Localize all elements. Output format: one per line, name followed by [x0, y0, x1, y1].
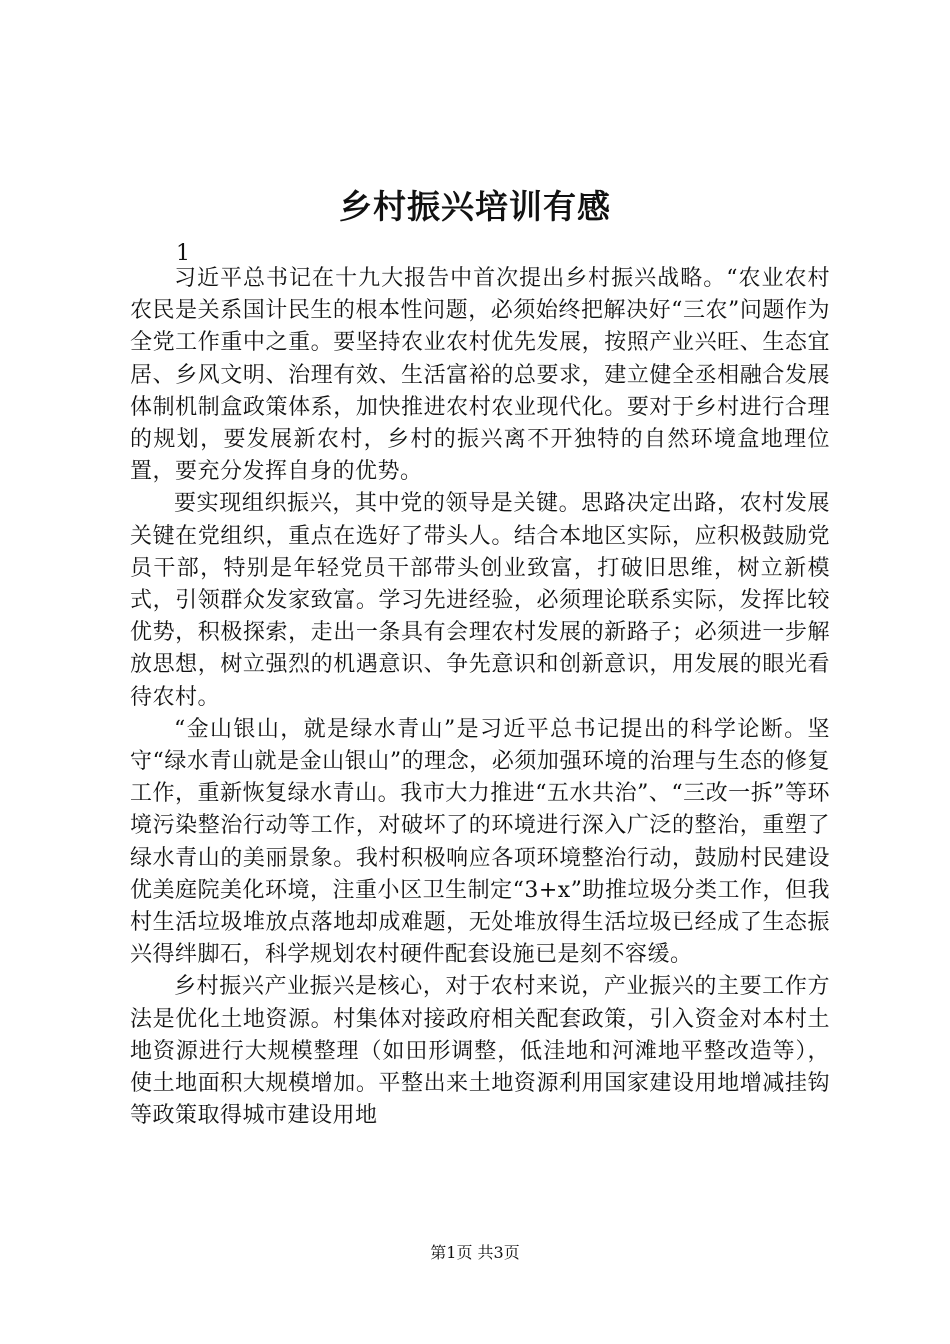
document-body [130, 263, 830, 1132]
page-footer: 第1页 共3页 [430, 1243, 520, 1262]
paragraph: 习近平总书记在十九大报告中首次提出乡村振兴战略。“农业农村农民是关系国计民生的根本性问题，必须始终把解决好“三农”问题作为全党工作重中之重。要坚持农业农村优先发展，按照产业兴旺、生态宜居、乡风文明、治理有效、生活富裕的总要求，建立健全丞相融合发展体制机制盒政策体系，加快推进农村农业现代化。要对于乡村进行合理的规划，要发展新农村，乡村的振兴离不开独特的自然环境盒地理位置，要充分发挥自身的优势。 [130, 266, 830, 485]
paragraph: “金山银山，就是绿水青山”是习近平总书记提出的科学论断。坚守“绿水青山就是金山银山”的理念，必须加强环境的治理与生态的修复工作，重新恢复绿水青山。我市大力推进“五水共治”、“三改一拆”等环境污染整治行动等工作，对破坏了的环境进行深入广泛的整治，重塑了绿水青山的美丽景象。我村积极响应各项环境整治行动，鼓励村民建设优美庭院美化环境，注重小区卫生制定“3+x”助推垃圾分类工作，但我村生活垃圾堆放点落地却成难题，无处堆放得生活垃圾已经成了生态振兴得绊脚石，科学规划农村硬件配套设施已是刻不容缓。 [130, 716, 830, 968]
document-title: 乡村振兴培训有感 [339, 187, 611, 226]
section-number: 1 [176, 241, 190, 266]
paragraph: 要实现组织振兴，其中党的领导是关键。思路决定出路，农村发展关键在党组织，重点在选好了带头人。结合本地区实际，应积极鼓励党员干部，特别是年轻党员干部带头创业致富，打破旧思维，树立新模式，引领群众发家致富。学习先进经验，必须理论联系实际，发挥比较优势，积极探索，走出一条具有会理农村发展的新路子；必须进一步解放思想，树立强烈的机遇意识、争先意识和创新意识，用发展的眼光看待农村。 [130, 491, 830, 710]
paragraph: 乡村振兴产业振兴是核心，对于农村来说，产业振兴的主要工作方法是优化土地资源。村集体对接政府相关配套政策，引入资金对本村土地资源进行大规模整理（如田形调整，低洼地和河滩地平整改造等），使土地面积大规模增加。平整出来土地资源利用国家建设用地增减挂钩等政策取得城市建设用地 [130, 974, 830, 1129]
